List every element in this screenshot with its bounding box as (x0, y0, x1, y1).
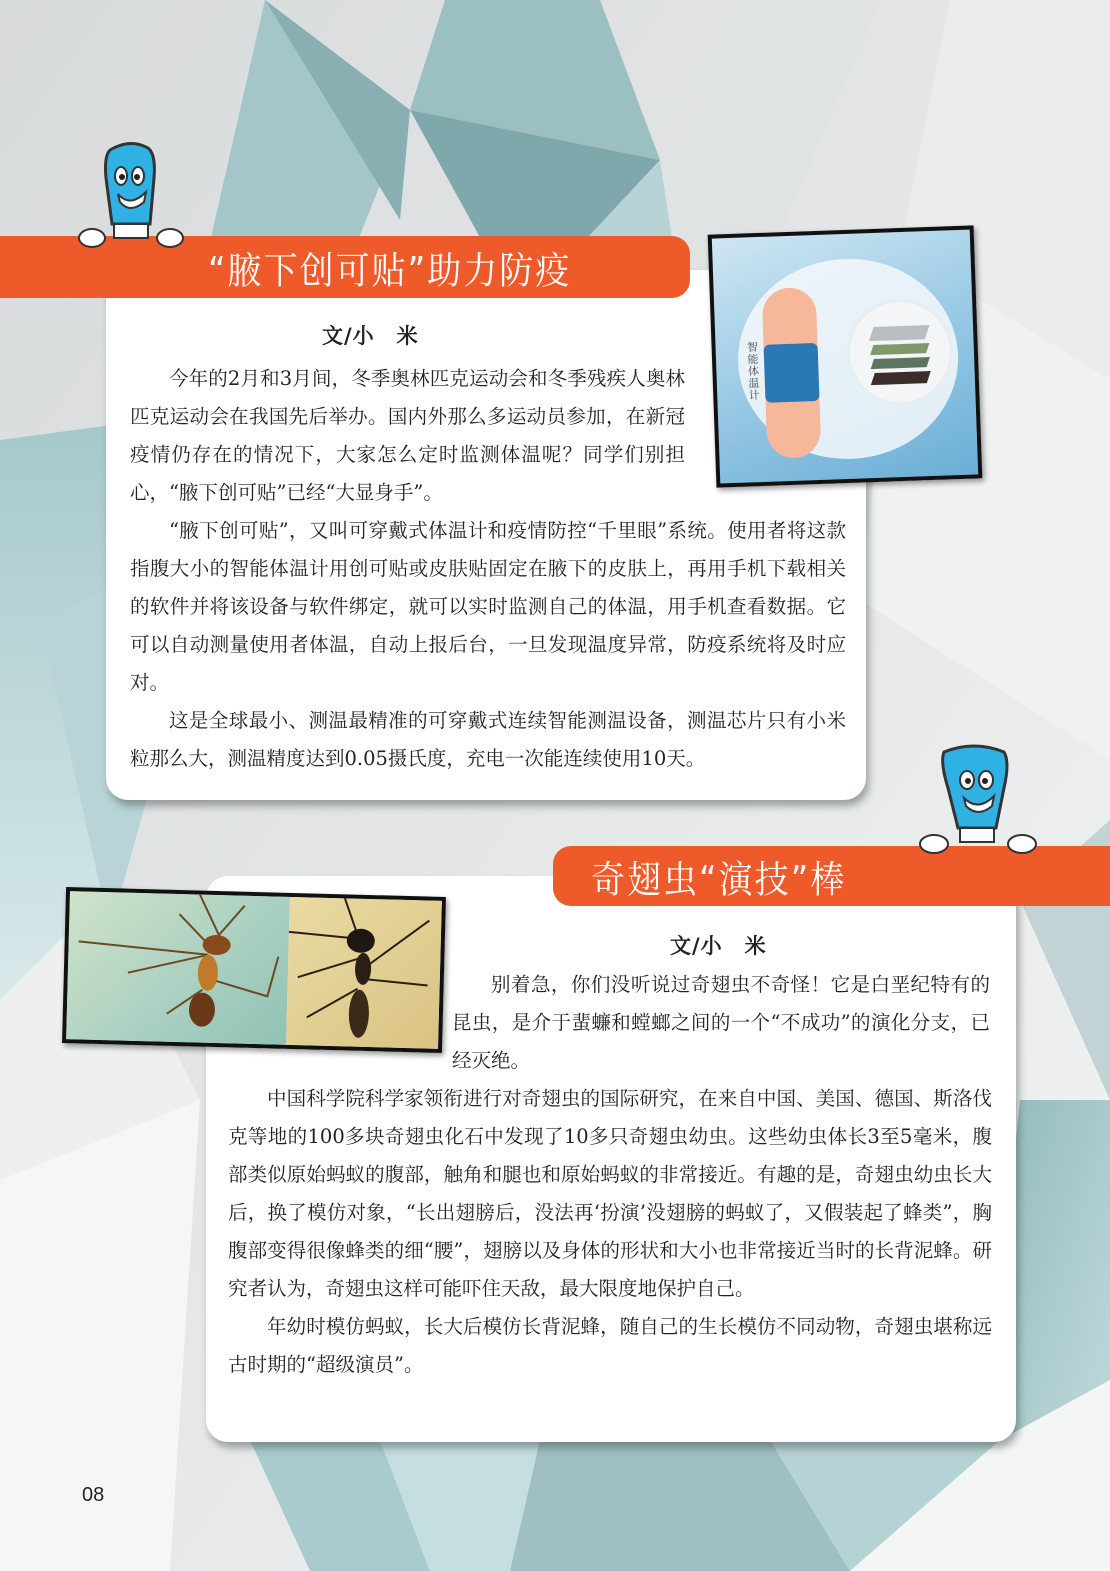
article1-body (130, 512, 846, 778)
smart-thermometer-label: 智能体温计 (745, 341, 761, 402)
mascot-icon (70, 138, 205, 248)
ant-fossil-icon (286, 897, 442, 1049)
article1-paragraph: 今年的2月和3月间，冬季奥林匹克运动会和冬季残疾人奥林匹克运动会在我国先后举办。国内外那么多运动员参加，在新冠疫情仍存在的情况下，大家怎么定时监测体温呢？同学们别担心，“腋下创可贴”已经“大显身手”。 (130, 367, 685, 504)
article2-title-banner (553, 846, 1110, 906)
article2-paragraph: 中国科学院科学家领衔进行对奇翅虫的国际研究，在来自中国、美国、德国、斯洛伐克等地的100多块奇翅虫化石中发现了10多只奇翅虫幼虫。这些幼虫体长3至5毫米，腹部类似原始蚂蚁的腹部，触角和腿也和原始蚂蚁的非常接近。有趣的是，奇翅虫幼虫长大后，换了模仿对象，“长出翅膀后，没法再‘扮演’没翅膀的蚂蚁了，又假装起了蜂类”，胸腹部变得很像蜂类的细“腰”，翅膀以及身体的形状和大小也非常接近当时的长背泥蜂。研究者认为，奇翅虫这样可能吓住天敌，最大限度地保护自己。 (228, 1087, 992, 1300)
article2-paragraph: 别着急，你们没听说过奇翅虫不奇怪！它是白垩纪特有的昆虫，是介于蜚蠊和螳螂之间的一个“不成功”的演化分支，已经灭绝。 (452, 973, 990, 1072)
article1-image (708, 225, 983, 487)
article2-para-1 (452, 966, 990, 1080)
insect-fossil-photo-green (66, 891, 290, 1045)
mascot-icon (912, 742, 1047, 854)
article1-para-1 (130, 360, 685, 512)
article2-image (62, 887, 446, 1053)
article2-body (228, 1080, 992, 1384)
article1-title: “腋下创可贴”助力防疫 (208, 248, 572, 293)
article1-paragraph: “腋下创可贴”，又叫可穿戴式体温计和疫情防控“千里眼”系统。使用者将这款指腹大小的智能体温计用创可贴或皮肤贴固定在腋下的皮肤上，再用手机下载相关的软件并将该设备与软件绑定，就可以实时监测自己的体温，用手机查看数据。它可以自动测量使用者体温，自动上报后台，一旦发现温度异常，防疫系统将及时应对。 (130, 519, 846, 694)
article1-byline: 文/小 米 (322, 324, 419, 348)
ant-fossil-icon (66, 891, 290, 1045)
article1-paragraph: 这是全球最小、测温最精准的可穿戴式连续智能测温设备，测温芯片只有小米粒那么大，测温精度达到0.05摄氏度，充电一次能连续使用10天。 (130, 709, 846, 770)
insect-fossil-photo-amber (286, 897, 442, 1049)
bandage-icon (762, 287, 822, 459)
article2-byline: 文/小 米 (670, 934, 767, 958)
article2-paragraph: 年幼时模仿蚂蚁，长大后模仿长背泥蜂，随自己的生长模仿不同动物，奇翅虫堪称远古时期的“超级演员”。 (228, 1315, 992, 1376)
article2-title: 奇翅虫“演技”棒 (591, 857, 847, 902)
page-number: 08 (82, 1484, 105, 1506)
